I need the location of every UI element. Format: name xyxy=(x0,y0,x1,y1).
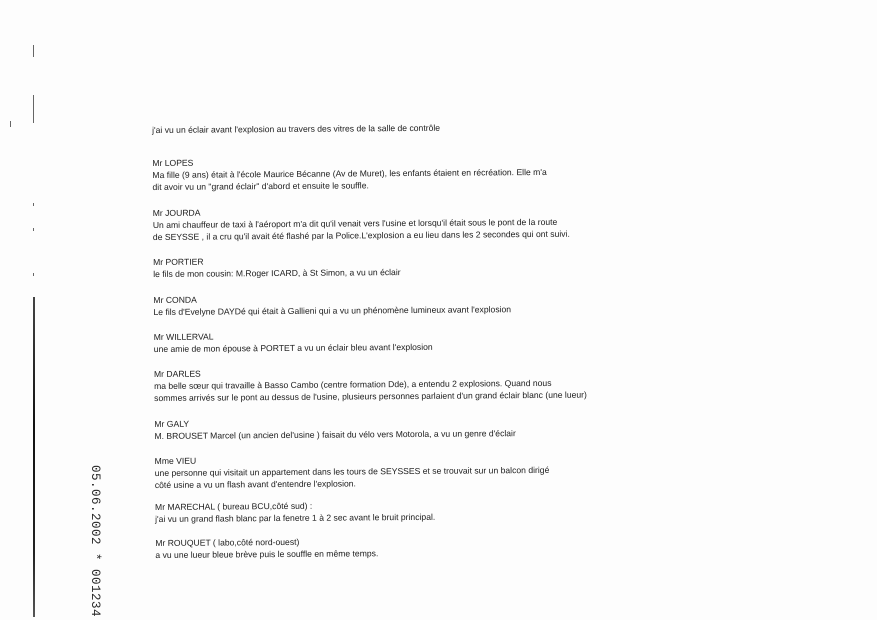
entry-line: M. BROUSET Marcel (un ancien del'usine ) faisait du vélo vers Motorola, a vu un genre d'éclair xyxy=(154,428,516,441)
entry-line: a vu une lueur bleue brève puis le souffle en même temps. xyxy=(155,548,379,560)
stamp-text: 05.06.2002 * 001234 xyxy=(88,465,102,618)
witness-name: Mr CONDA xyxy=(153,294,197,305)
entry-line: Le fils d'Evelyne DAYDé qui était à Gallieni qui a vu un phénomène lumineux avant l'explosion xyxy=(153,304,512,317)
entry-darles xyxy=(154,363,844,404)
entry-line: une personne qui visitait un appartement dans les tours de SEYSSES et se trouvait sur un balcon dirigé xyxy=(154,464,550,478)
entry-portier xyxy=(153,251,843,280)
entry-line: j'ai vu un éclair avant l'explosion au travers des vitres de la salle de contrôle xyxy=(152,122,441,135)
witness-name: Mr ROUQUET ( labo,côté nord-ouest) xyxy=(155,536,300,548)
entry-line: Un ami chauffeur de taxi à l'aéroport m'a dit qu'il venait vers l'usine et lorsqu'il était sous le pont de la route xyxy=(152,216,558,230)
witness-name: Mr PORTIER xyxy=(153,256,204,267)
entry-rouquet xyxy=(155,532,845,561)
entry-marechal xyxy=(155,496,845,525)
entry-galy xyxy=(154,413,844,442)
entry-line: de SEYSSE , il a cru qu'il avait été flashé par la Police.L'explosion a eu lieu dans les 2 secondes qui ont suivi. xyxy=(152,228,570,242)
entry-line: dit avoir vu un "grand éclair" d'abord et ensuite le souffle. xyxy=(152,180,369,192)
entry-lopes xyxy=(152,152,842,193)
binder-edge-line xyxy=(33,297,35,617)
entry-line: le fils de mon cousin: M.Roger ICARD, à St Simon, a vu un éclair xyxy=(153,267,401,279)
entry-willerval xyxy=(154,326,844,355)
entry-line: ma belle sœur qui travaille à Basso Cambo (centre formation Dde), a entendu 2 explosions. Quand nous xyxy=(154,377,552,391)
witness-name: Mr DARLES xyxy=(153,368,201,379)
witness-name: Mr JOURDA xyxy=(152,207,201,218)
entry-conda xyxy=(153,289,843,318)
witness-name: Mr WILLERVAL xyxy=(153,331,214,342)
entry-line: Ma fille (9 ans) était à l'école Maurice Bécanne (Av de Muret), les enfants étaient en récréation. Elle m'a xyxy=(152,166,547,180)
entry-vieu xyxy=(155,450,845,491)
witness-name: Mr MARECHAL ( bureau BCU,côté sud) : xyxy=(154,500,313,512)
entry-jourda xyxy=(153,202,843,243)
entry-line: j'ai vu un grand flash blanc par la fenetre 1 à 2 sec avant le bruit principal. xyxy=(155,511,436,524)
witness-name: Mr GALY xyxy=(154,418,190,429)
entry-line: côté usine a vu un flash avant d'entendre l'explosion. xyxy=(154,478,356,490)
witness-name: Mr LOPES xyxy=(152,157,194,168)
witness-name: Mme VIEU xyxy=(154,455,197,466)
entry-line: une amie de mon épouse à PORTET a vu un éclair bleu avant l'explosion xyxy=(153,341,433,354)
testimony-list xyxy=(152,119,852,560)
date-stamp xyxy=(84,465,104,618)
entry-intro xyxy=(152,119,842,136)
entry-line: sommes arrivés sur le pont au dessus de l'usine, plusieurs personnes parlaient d'un grand éclair blanc (une lueur) xyxy=(154,389,587,403)
